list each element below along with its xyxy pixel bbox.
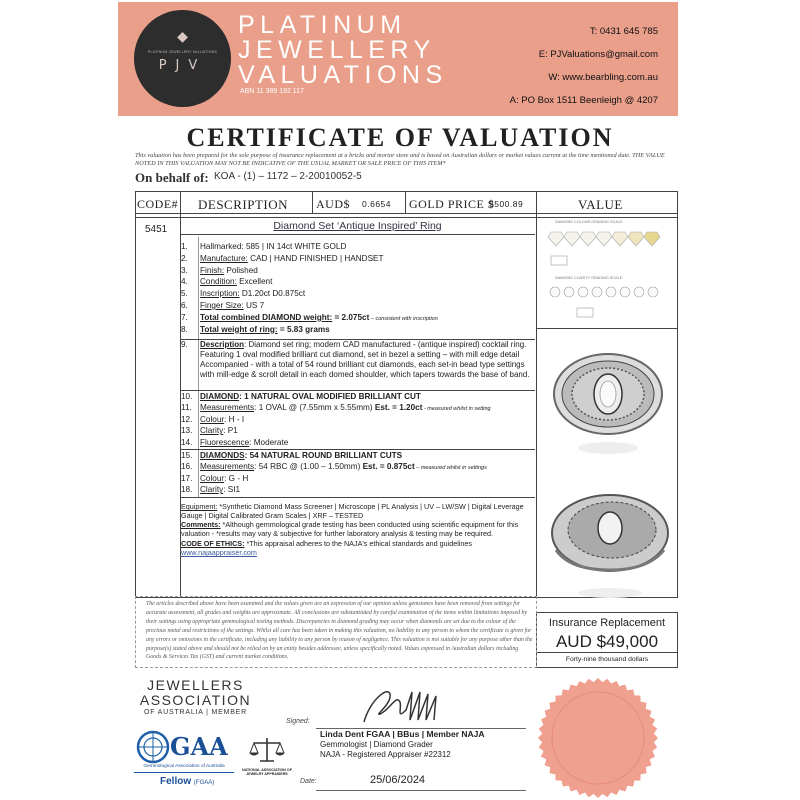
contact-address: A: PO Box 1511 Beenleigh @ 4207 [509, 95, 658, 106]
spec-row: 2. Manufacture: CAD | HAND FINISHED | HANDSET [181, 253, 384, 263]
spec-row: 3. Finish: Polished [181, 265, 258, 275]
grading-scale-chart [537, 218, 677, 328]
insurance-label: Insurance Replacement [548, 617, 666, 629]
separator [180, 497, 535, 498]
desc-number: 9. [181, 340, 188, 349]
date-label: Date: [300, 778, 317, 785]
spec-row: 17. Colour: G - H [181, 473, 249, 483]
colour-scale-diamonds [537, 226, 677, 274]
date-line [316, 790, 526, 791]
colour-scale-title: DIAMOND COLOUR GRADING SCALE [555, 220, 623, 224]
page-title: CERTIFICATE OF VALUATION [186, 123, 614, 152]
spec-row: 4. Condition: Excellent [181, 277, 273, 287]
signed-label: Signed: [286, 718, 310, 725]
brand-line-3: VALUATIONS [238, 61, 448, 89]
official-seal [536, 676, 660, 800]
ethics-text: CODE OF ETHICS: *This appraisal adheres to the NAJA's ethical standards and guidelines www.najaappraiser.com [181, 539, 473, 557]
header-gold-label: GOLD PRICE $ [409, 197, 495, 211]
gold-divider [405, 191, 406, 214]
equipment-text: Equipment: *Synthetic Diamond Mass Screener | Microscope | PL Analysis | UV – LW/SW | Digital Leverage Gauge | Digital Calibrated Gram Scales | XRF – TESTED [181, 502, 524, 520]
signer-title-2: NAJA - Registered Appraiser #22312 [320, 750, 451, 759]
logo-monogram: PJV [158, 58, 207, 73]
spec-row: 11. Measurements: 1 OVAL @ (7.55mm x 5.55mm) Est. = 1.20ct - measured whilst in setting [181, 403, 491, 413]
aud-divider [312, 191, 313, 214]
jaa-line-3: OF AUSTRALIA | MEMBER [143, 709, 248, 716]
header-description: DESCRIPTION [198, 197, 289, 212]
spec-row: 12. Colour: H - I [181, 414, 245, 424]
signer-name: Linda Dent FGAA | BBus | Member NAJA [320, 729, 485, 739]
gaa-divider [134, 772, 234, 773]
ring-side-view-photo [540, 478, 675, 608]
comments-text: Comments: *Although gemmological grade testing has been conducted using scientific equipment for this valuation - *results may vary & subjective for further laboratory analysis & testing may be required. [181, 520, 519, 538]
logo-small-text: PLATINUM JEWELLERY VALUATIONS [147, 50, 218, 54]
spec-row: 13. Clarity: P1 [181, 426, 238, 436]
clarity-scale-diamonds [537, 280, 677, 325]
gaa-full-name: Gemmological Association of Australia [143, 764, 225, 769]
spec-row: 10. DIAMOND: 1 NATURAL OVAL MODIFIED BRILLIANT CUT [181, 392, 421, 401]
signature-image [360, 680, 450, 728]
naja-link[interactable]: www.najaappraiser.com [181, 548, 257, 557]
naja-scales-icon [248, 735, 286, 765]
letterhead-banner [118, 2, 678, 116]
contact-website[interactable]: W: www.bearbling.com.au [548, 72, 658, 83]
date-value: 25/06/2024 [370, 774, 426, 786]
brand-line-1: PLATINUM [238, 11, 407, 39]
separator [180, 449, 535, 450]
clarity-scale-title: DIAMOND CLARITY GRADING SCALE [555, 276, 623, 280]
contact-phone: T: 0431 645 785 [589, 26, 658, 37]
gaa-globe-logo [136, 730, 170, 764]
header-value: VALUE [578, 197, 623, 212]
ring-top-view-photo [548, 336, 668, 466]
spec-row: 5. Inscription: D1.20ct D0.875ct [181, 289, 306, 299]
bottom-disclaimer: The articles described above have been examined and the values given are an expression of our opinion unless gemstones have been removed from settings for accurate assessment, all grades and weights are approximate. All conclusions are substantiated by careful examination of the items within limitations imposed by their settings using appropriate gemmological testing methods. Discrepancies in diamond grading may occur when diamonds are set due to the colour of the precious metal and restrictions of the settings. Whilst all care has been taken in making this valuation, no liability to any person to whom the certificate is given for any errors or omissions in the certificate, including any liability to any person by reason of negligence. This valuation is not suitable for any purpose other than the purpose(s) stated above and should not be relied on by an entity besides addressee, unless specifically noted. Values expressed in Australian dollars including Goods & Services Tax (GST) and current market conditions. [146, 601, 533, 661]
separator [180, 390, 535, 391]
signer-title-1: Gemmologist | Diamond Grader [320, 740, 433, 749]
header-gold-value: 3500.89 [489, 199, 524, 209]
insurance-box-divider [536, 652, 678, 653]
top-disclaimer: This valuation has been prepared for the sole purpose of insurance replacement at a bricks and mortar store and is based on Australian dollars or market values current at the time mentioned date. THE VALUE NOTED IN THIS VALUATION MAY NOT BE INDICATIVE OF THE USUAL MARKET OR SALE PRICE OF THIS ITEM* [135, 152, 665, 167]
contact-email[interactable]: E: PJValuations@gmail.com [538, 49, 658, 60]
spec-row: 8. Total weight of ring: = 5.83 grams [181, 324, 330, 334]
spec-row: 1. Hallmarked: 585 | IN 14ct WHITE GOLD [181, 242, 347, 251]
behalf-label: On behalf of: [135, 170, 209, 185]
item-title: Diamond Set ‘Antique Inspired’ Ring [273, 220, 442, 232]
diamond-icon: ◆ [177, 28, 188, 44]
spec-row: 6. Finger Size: US 7 [181, 301, 265, 310]
behalf-value: KOA - (1) – 1172 – 2-20010052-5 [214, 171, 362, 182]
header-aud-label: AUD$ [316, 197, 350, 211]
jaa-line-2: ASSOCIATION [139, 692, 252, 708]
abn-number: ABN 11 389 192 117 [240, 88, 304, 95]
spec-row: 18. Clarity: SI1 [181, 485, 241, 495]
item-code: 5451 [145, 224, 168, 235]
separator [180, 234, 535, 235]
brand-line-2: JEWELLERY [238, 36, 436, 64]
header-aud-value: 0.6654 [362, 199, 391, 209]
insurance-value: AUD $49,000 [555, 632, 659, 651]
description-paragraph: Description: Diamond set ring; modern CAD manufactured - (antique inspired) cocktail ring. Featuring 1 oval modified brilliant cut diamond, set in bezel a setting – with mill edge detail Accompanied - with a total of 54 round brilliant cut diamonds, each set-in bead type settings with mill-edge & scroll detail in each domed shoulder, which tapers towards the base of band. [200, 340, 530, 379]
spec-row: 15. DIAMONDS: 54 NATURAL ROUND BRILLIANT CUTS [181, 451, 403, 460]
fellow-label: Fellow (FGAA) [160, 776, 215, 787]
spec-row: 16. Measurements: 54 RBC @ (1.00 – 1.50mm) Est. = 0.875ct – measured whilst in settings [181, 462, 487, 472]
header-code: CODE# [137, 197, 179, 211]
spec-row: 14. Fluorescence: Moderate [181, 437, 289, 447]
company-logo [134, 10, 231, 107]
spec-row: 7. Total combined DIAMOND weight: = 2.075ct – consistent with inscription [181, 312, 438, 322]
gaa-logo-text: GAA [170, 732, 228, 761]
value-col-separator [536, 328, 678, 329]
jaa-line-1: JEWELLERS [147, 677, 244, 693]
naja-logo-text: NATIONAL ASSOCIATION OF JEWELRY APPRAISERS [242, 768, 292, 776]
insurance-value-words: Forty-nine thousand dollars [565, 656, 649, 663]
